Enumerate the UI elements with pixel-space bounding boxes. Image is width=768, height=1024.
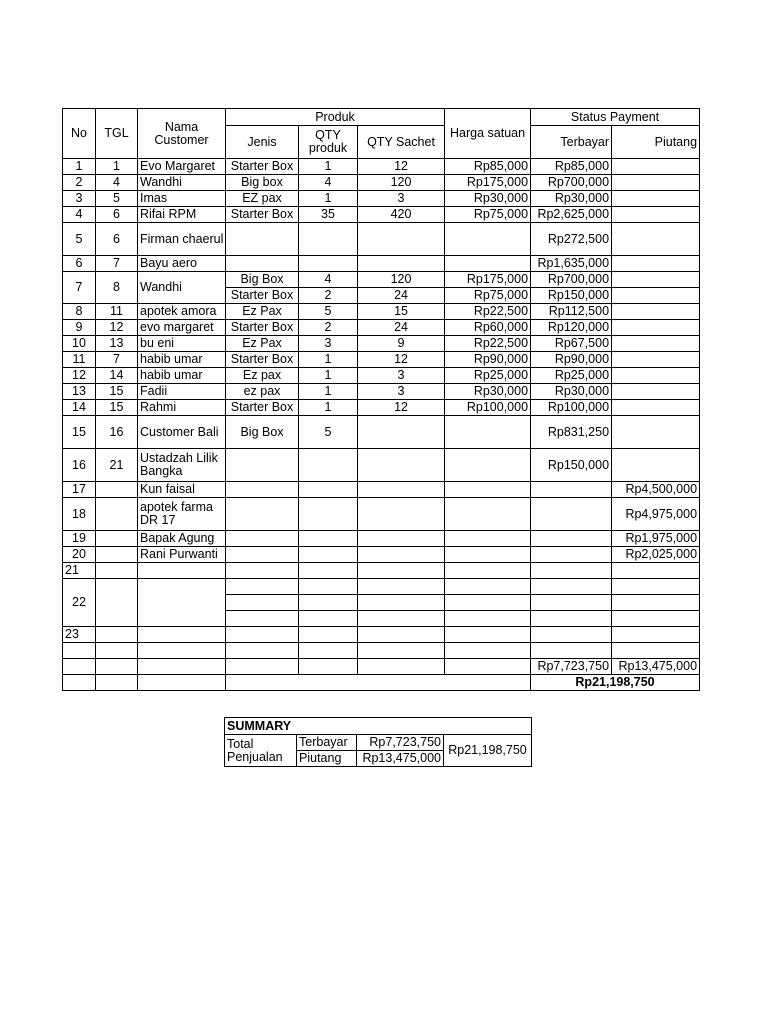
table-row bbox=[63, 579, 700, 595]
header-nama-customer: Nama Customer bbox=[138, 109, 226, 159]
row-tgl bbox=[96, 531, 138, 547]
empty-cell bbox=[612, 627, 700, 643]
row-jenis: Starter Box bbox=[226, 288, 299, 304]
row-jenis: Starter Box bbox=[226, 400, 299, 416]
header-qty-sachet: QTY Sachet bbox=[358, 126, 445, 159]
row-harga: Rp175,000 bbox=[445, 272, 531, 288]
row-nama: Evo Margaret bbox=[138, 159, 226, 175]
table-row bbox=[63, 643, 700, 659]
empty-cell bbox=[96, 563, 138, 579]
summary-piutang-value: Rp13,475,000 bbox=[357, 751, 444, 767]
row-tgl: 6 bbox=[96, 223, 138, 256]
row-qty-sachet: 120 bbox=[358, 175, 445, 191]
row-qty-sachet: 24 bbox=[358, 288, 445, 304]
row-qty-produk: 3 bbox=[299, 336, 358, 352]
row-no: 22 bbox=[63, 579, 96, 627]
row-qty-sachet bbox=[358, 547, 445, 563]
row-no: 23 bbox=[63, 627, 96, 643]
row-jenis: Ez Pax bbox=[226, 336, 299, 352]
row-harga bbox=[445, 498, 531, 531]
row-jenis: Starter Box bbox=[226, 352, 299, 368]
row-qty-sachet: 420 bbox=[358, 207, 445, 223]
total-piutang: Rp13,475,000 bbox=[612, 659, 700, 675]
row-terbayar: Rp30,000 bbox=[531, 384, 612, 400]
row-qty-produk bbox=[299, 482, 358, 498]
row-harga bbox=[445, 531, 531, 547]
row-piutang: Rp4,975,000 bbox=[612, 498, 700, 531]
row-tgl: 5 bbox=[96, 191, 138, 207]
row-jenis bbox=[226, 482, 299, 498]
empty-cell bbox=[63, 659, 96, 675]
row-nama: Bapak Agung bbox=[138, 531, 226, 547]
empty-cell bbox=[138, 659, 226, 675]
table-row bbox=[63, 272, 700, 288]
row-jenis: Ez Pax bbox=[226, 304, 299, 320]
row-jenis bbox=[226, 256, 299, 272]
empty-cell bbox=[226, 563, 299, 579]
table-row bbox=[63, 627, 700, 643]
row-no: 21 bbox=[63, 563, 96, 579]
row-no: 7 bbox=[63, 272, 96, 304]
row-tgl: 16 bbox=[96, 416, 138, 449]
row-jenis: Starter Box bbox=[226, 207, 299, 223]
row-piutang bbox=[612, 256, 700, 272]
empty-cell bbox=[96, 627, 138, 643]
empty-cell bbox=[445, 643, 531, 659]
table-row bbox=[63, 563, 700, 579]
row-qty-produk: 1 bbox=[299, 400, 358, 416]
empty-cell bbox=[226, 659, 299, 675]
empty-cell bbox=[138, 627, 226, 643]
table-row bbox=[63, 384, 700, 400]
row-qty-sachet bbox=[358, 449, 445, 482]
row-jenis: EZ pax bbox=[226, 191, 299, 207]
row-piutang bbox=[612, 400, 700, 416]
header-qty-produk: QTY produk bbox=[299, 126, 358, 159]
row-qty-produk bbox=[299, 223, 358, 256]
row-no: 2 bbox=[63, 175, 96, 191]
row-jenis: Starter Box bbox=[226, 159, 299, 175]
row-tgl: 12 bbox=[96, 320, 138, 336]
row-qty-produk bbox=[299, 531, 358, 547]
empty-cell bbox=[96, 659, 138, 675]
header-jenis: Jenis bbox=[226, 126, 299, 159]
row-piutang bbox=[612, 320, 700, 336]
row-qty-produk: 5 bbox=[299, 416, 358, 449]
empty-cell bbox=[299, 563, 358, 579]
row-terbayar: Rp100,000 bbox=[531, 400, 612, 416]
row-piutang bbox=[612, 384, 700, 400]
row-piutang bbox=[612, 175, 700, 191]
row-no: 4 bbox=[63, 207, 96, 223]
row-terbayar: Rp150,000 bbox=[531, 449, 612, 482]
row-tgl: 4 bbox=[96, 175, 138, 191]
row-tgl: 15 bbox=[96, 400, 138, 416]
row-nama: Rahmi bbox=[138, 400, 226, 416]
empty-cell bbox=[358, 611, 445, 627]
row-qty-produk bbox=[299, 449, 358, 482]
row-no: 19 bbox=[63, 531, 96, 547]
row-qty-sachet bbox=[358, 416, 445, 449]
empty-cell bbox=[531, 563, 612, 579]
row-no: 9 bbox=[63, 320, 96, 336]
row-harga: Rp75,000 bbox=[445, 207, 531, 223]
row-tgl bbox=[96, 498, 138, 531]
summary-table bbox=[224, 717, 532, 767]
table-row bbox=[63, 659, 700, 675]
row-nama: Rifai RPM bbox=[138, 207, 226, 223]
row-terbayar: Rp25,000 bbox=[531, 368, 612, 384]
row-nama: Wandhi bbox=[138, 272, 226, 304]
header-piutang: Piutang bbox=[612, 126, 700, 159]
row-nama: Rani Purwanti bbox=[138, 547, 226, 563]
row-terbayar: Rp700,000 bbox=[531, 175, 612, 191]
row-jenis: Big Box bbox=[226, 272, 299, 288]
row-terbayar bbox=[531, 482, 612, 498]
header-terbayar: Terbayar bbox=[531, 126, 612, 159]
summary-terbayar-value: Rp7,723,750 bbox=[357, 735, 444, 751]
table-row bbox=[63, 449, 700, 482]
row-piutang bbox=[612, 416, 700, 449]
row-no: 16 bbox=[63, 449, 96, 482]
empty-cell bbox=[138, 643, 226, 659]
empty-cell bbox=[226, 611, 299, 627]
row-harga: Rp30,000 bbox=[445, 384, 531, 400]
row-harga: Rp25,000 bbox=[445, 368, 531, 384]
row-no: 8 bbox=[63, 304, 96, 320]
row-terbayar: Rp90,000 bbox=[531, 352, 612, 368]
empty-cell bbox=[531, 595, 612, 611]
row-tgl: 15 bbox=[96, 384, 138, 400]
empty-cell bbox=[531, 643, 612, 659]
table-row bbox=[63, 675, 700, 691]
table-row bbox=[63, 400, 700, 416]
row-nama: bu eni bbox=[138, 336, 226, 352]
table-row bbox=[63, 191, 700, 207]
empty-cell bbox=[299, 659, 358, 675]
table-row bbox=[63, 498, 700, 531]
empty-cell bbox=[445, 659, 531, 675]
row-qty-produk: 4 bbox=[299, 175, 358, 191]
row-jenis bbox=[226, 498, 299, 531]
table-row bbox=[63, 547, 700, 563]
empty-cell bbox=[445, 563, 531, 579]
row-terbayar: Rp272,500 bbox=[531, 223, 612, 256]
empty-cell bbox=[358, 627, 445, 643]
row-tgl: 1 bbox=[96, 159, 138, 175]
row-harga: Rp22,500 bbox=[445, 336, 531, 352]
empty-cell bbox=[138, 675, 226, 691]
row-qty-sachet bbox=[358, 256, 445, 272]
row-terbayar bbox=[531, 547, 612, 563]
row-harga: Rp175,000 bbox=[445, 175, 531, 191]
row-qty-produk: 1 bbox=[299, 191, 358, 207]
row-nama: habib umar bbox=[138, 352, 226, 368]
row-jenis bbox=[226, 547, 299, 563]
header-produk: Produk bbox=[226, 109, 445, 126]
row-qty-produk: 1 bbox=[299, 368, 358, 384]
empty-cell bbox=[96, 643, 138, 659]
row-piutang bbox=[612, 288, 700, 304]
row-qty-produk: 1 bbox=[299, 352, 358, 368]
row-qty-produk: 2 bbox=[299, 288, 358, 304]
row-piutang bbox=[612, 223, 700, 256]
row-nama: Customer Bali bbox=[138, 416, 226, 449]
empty-cell bbox=[612, 595, 700, 611]
row-qty-sachet: 120 bbox=[358, 272, 445, 288]
table-row bbox=[63, 175, 700, 191]
row-harga bbox=[445, 482, 531, 498]
empty-cell bbox=[445, 595, 531, 611]
row-harga: Rp100,000 bbox=[445, 400, 531, 416]
table-row bbox=[63, 368, 700, 384]
row-qty-sachet: 12 bbox=[358, 400, 445, 416]
row-tgl: 21 bbox=[96, 449, 138, 482]
row-tgl: 11 bbox=[96, 304, 138, 320]
row-jenis: ez pax bbox=[226, 384, 299, 400]
row-qty-sachet bbox=[358, 498, 445, 531]
row-nama: Ustadzah Lilik Bangka bbox=[138, 449, 226, 482]
row-qty-produk bbox=[299, 256, 358, 272]
empty-cell bbox=[96, 675, 138, 691]
empty-cell bbox=[138, 563, 226, 579]
row-qty-produk: 1 bbox=[299, 384, 358, 400]
table-row bbox=[63, 531, 700, 547]
row-no: 17 bbox=[63, 482, 96, 498]
empty-cell bbox=[445, 627, 531, 643]
table-row bbox=[63, 320, 700, 336]
empty-cell bbox=[612, 579, 700, 595]
empty-cell bbox=[358, 595, 445, 611]
row-harga bbox=[445, 416, 531, 449]
summary-total-penjualan-label: Total Penjualan bbox=[225, 735, 297, 767]
row-piutang bbox=[612, 304, 700, 320]
row-terbayar: Rp112,500 bbox=[531, 304, 612, 320]
row-terbayar: Rp2,625,000 bbox=[531, 207, 612, 223]
row-terbayar: Rp30,000 bbox=[531, 191, 612, 207]
row-piutang bbox=[612, 449, 700, 482]
table-row bbox=[63, 482, 700, 498]
row-jenis bbox=[226, 449, 299, 482]
row-nama: evo margaret bbox=[138, 320, 226, 336]
row-no: 5 bbox=[63, 223, 96, 256]
empty-cell bbox=[226, 627, 299, 643]
grand-total: Rp21,198,750 bbox=[531, 675, 700, 691]
row-harga bbox=[445, 223, 531, 256]
row-nama: Fadii bbox=[138, 384, 226, 400]
row-qty-sachet: 12 bbox=[358, 352, 445, 368]
summary-total-value: Rp21,198,750 bbox=[444, 735, 532, 767]
row-terbayar: Rp85,000 bbox=[531, 159, 612, 175]
row-piutang bbox=[612, 368, 700, 384]
row-tgl: 7 bbox=[96, 352, 138, 368]
row-no: 3 bbox=[63, 191, 96, 207]
row-qty-sachet: 24 bbox=[358, 320, 445, 336]
empty-cell bbox=[358, 643, 445, 659]
empty-cell bbox=[531, 579, 612, 595]
row-harga bbox=[445, 256, 531, 272]
row-qty-sachet: 3 bbox=[358, 368, 445, 384]
table-row bbox=[63, 416, 700, 449]
row-no: 13 bbox=[63, 384, 96, 400]
table-row bbox=[63, 304, 700, 320]
row-harga: Rp30,000 bbox=[445, 191, 531, 207]
empty-cell bbox=[358, 659, 445, 675]
row-no: 14 bbox=[63, 400, 96, 416]
row-piutang bbox=[612, 207, 700, 223]
row-qty-sachet: 12 bbox=[358, 159, 445, 175]
row-tgl: 13 bbox=[96, 336, 138, 352]
row-qty-sachet: 3 bbox=[358, 384, 445, 400]
table-row bbox=[63, 207, 700, 223]
row-tgl bbox=[96, 579, 138, 627]
row-piutang bbox=[612, 336, 700, 352]
header-harga-satuan: Harga satuan bbox=[445, 109, 531, 159]
row-piutang bbox=[612, 159, 700, 175]
row-qty-sachet: 9 bbox=[358, 336, 445, 352]
summary-title: SUMMARY bbox=[225, 718, 532, 735]
row-piutang bbox=[612, 191, 700, 207]
row-harga bbox=[445, 449, 531, 482]
row-terbayar: Rp831,250 bbox=[531, 416, 612, 449]
row-jenis: Starter Box bbox=[226, 320, 299, 336]
row-no: 18 bbox=[63, 498, 96, 531]
table-row bbox=[63, 336, 700, 352]
summary-terbayar-label: Terbayar bbox=[297, 735, 357, 751]
row-harga bbox=[445, 547, 531, 563]
empty-cell bbox=[531, 611, 612, 627]
empty-cell bbox=[63, 675, 96, 691]
sales-table bbox=[62, 108, 700, 691]
table-row bbox=[63, 159, 700, 175]
table-row bbox=[63, 223, 700, 256]
empty-cell bbox=[299, 595, 358, 611]
row-qty-produk: 1 bbox=[299, 159, 358, 175]
row-tgl bbox=[96, 547, 138, 563]
empty-cell bbox=[63, 643, 96, 659]
row-nama: apotek farma DR 17 bbox=[138, 498, 226, 531]
empty-cell bbox=[226, 579, 299, 595]
summary-piutang-label: Piutang bbox=[297, 751, 357, 767]
row-qty-produk bbox=[299, 547, 358, 563]
row-tgl: 7 bbox=[96, 256, 138, 272]
row-tgl: 8 bbox=[96, 272, 138, 304]
row-piutang bbox=[612, 352, 700, 368]
row-piutang bbox=[612, 272, 700, 288]
row-piutang: Rp4,500,000 bbox=[612, 482, 700, 498]
row-jenis bbox=[226, 223, 299, 256]
empty-cell bbox=[226, 675, 531, 691]
row-harga: Rp90,000 bbox=[445, 352, 531, 368]
table-row bbox=[63, 256, 700, 272]
row-nama: apotek amora bbox=[138, 304, 226, 320]
row-harga: Rp60,000 bbox=[445, 320, 531, 336]
row-terbayar: Rp67,500 bbox=[531, 336, 612, 352]
empty-cell bbox=[299, 579, 358, 595]
row-qty-sachet bbox=[358, 223, 445, 256]
row-nama: Bayu aero bbox=[138, 256, 226, 272]
row-no: 10 bbox=[63, 336, 96, 352]
row-nama bbox=[138, 579, 226, 627]
row-qty-produk: 4 bbox=[299, 272, 358, 288]
row-no: 11 bbox=[63, 352, 96, 368]
empty-cell bbox=[612, 611, 700, 627]
row-terbayar bbox=[531, 531, 612, 547]
row-qty-produk: 2 bbox=[299, 320, 358, 336]
row-harga: Rp22,500 bbox=[445, 304, 531, 320]
row-nama: Imas bbox=[138, 191, 226, 207]
table-row bbox=[63, 352, 700, 368]
row-qty-sachet bbox=[358, 482, 445, 498]
total-terbayar: Rp7,723,750 bbox=[531, 659, 612, 675]
row-jenis: Ez pax bbox=[226, 368, 299, 384]
row-qty-sachet: 3 bbox=[358, 191, 445, 207]
row-nama: Firman chaerul bbox=[138, 223, 226, 256]
empty-cell bbox=[531, 627, 612, 643]
row-nama: Wandhi bbox=[138, 175, 226, 191]
row-tgl: 6 bbox=[96, 207, 138, 223]
row-qty-sachet: 15 bbox=[358, 304, 445, 320]
row-terbayar: Rp1,635,000 bbox=[531, 256, 612, 272]
empty-cell bbox=[445, 579, 531, 595]
row-terbayar bbox=[531, 498, 612, 531]
row-jenis: Big box bbox=[226, 175, 299, 191]
header-status-payment: Status Payment bbox=[531, 109, 700, 126]
empty-cell bbox=[612, 643, 700, 659]
empty-cell bbox=[612, 563, 700, 579]
row-terbayar: Rp150,000 bbox=[531, 288, 612, 304]
row-terbayar: Rp120,000 bbox=[531, 320, 612, 336]
row-no: 20 bbox=[63, 547, 96, 563]
header-no: No bbox=[63, 109, 96, 159]
row-nama: Kun faisal bbox=[138, 482, 226, 498]
row-terbayar: Rp700,000 bbox=[531, 272, 612, 288]
row-qty-produk: 35 bbox=[299, 207, 358, 223]
empty-cell bbox=[226, 643, 299, 659]
row-harga: Rp85,000 bbox=[445, 159, 531, 175]
row-piutang: Rp2,025,000 bbox=[612, 547, 700, 563]
empty-cell bbox=[358, 563, 445, 579]
row-jenis bbox=[226, 531, 299, 547]
row-no: 15 bbox=[63, 416, 96, 449]
row-piutang: Rp1,975,000 bbox=[612, 531, 700, 547]
row-qty-sachet bbox=[358, 531, 445, 547]
header-tgl: TGL bbox=[96, 109, 138, 159]
empty-cell bbox=[358, 579, 445, 595]
row-nama: habib umar bbox=[138, 368, 226, 384]
row-no: 6 bbox=[63, 256, 96, 272]
row-qty-produk bbox=[299, 498, 358, 531]
empty-cell bbox=[445, 611, 531, 627]
row-tgl: 14 bbox=[96, 368, 138, 384]
row-harga: Rp75,000 bbox=[445, 288, 531, 304]
empty-cell bbox=[299, 643, 358, 659]
row-tgl bbox=[96, 482, 138, 498]
row-jenis: Big Box bbox=[226, 416, 299, 449]
row-no: 1 bbox=[63, 159, 96, 175]
empty-cell bbox=[299, 627, 358, 643]
row-qty-produk: 5 bbox=[299, 304, 358, 320]
empty-cell bbox=[299, 611, 358, 627]
empty-cell bbox=[226, 595, 299, 611]
row-no: 12 bbox=[63, 368, 96, 384]
